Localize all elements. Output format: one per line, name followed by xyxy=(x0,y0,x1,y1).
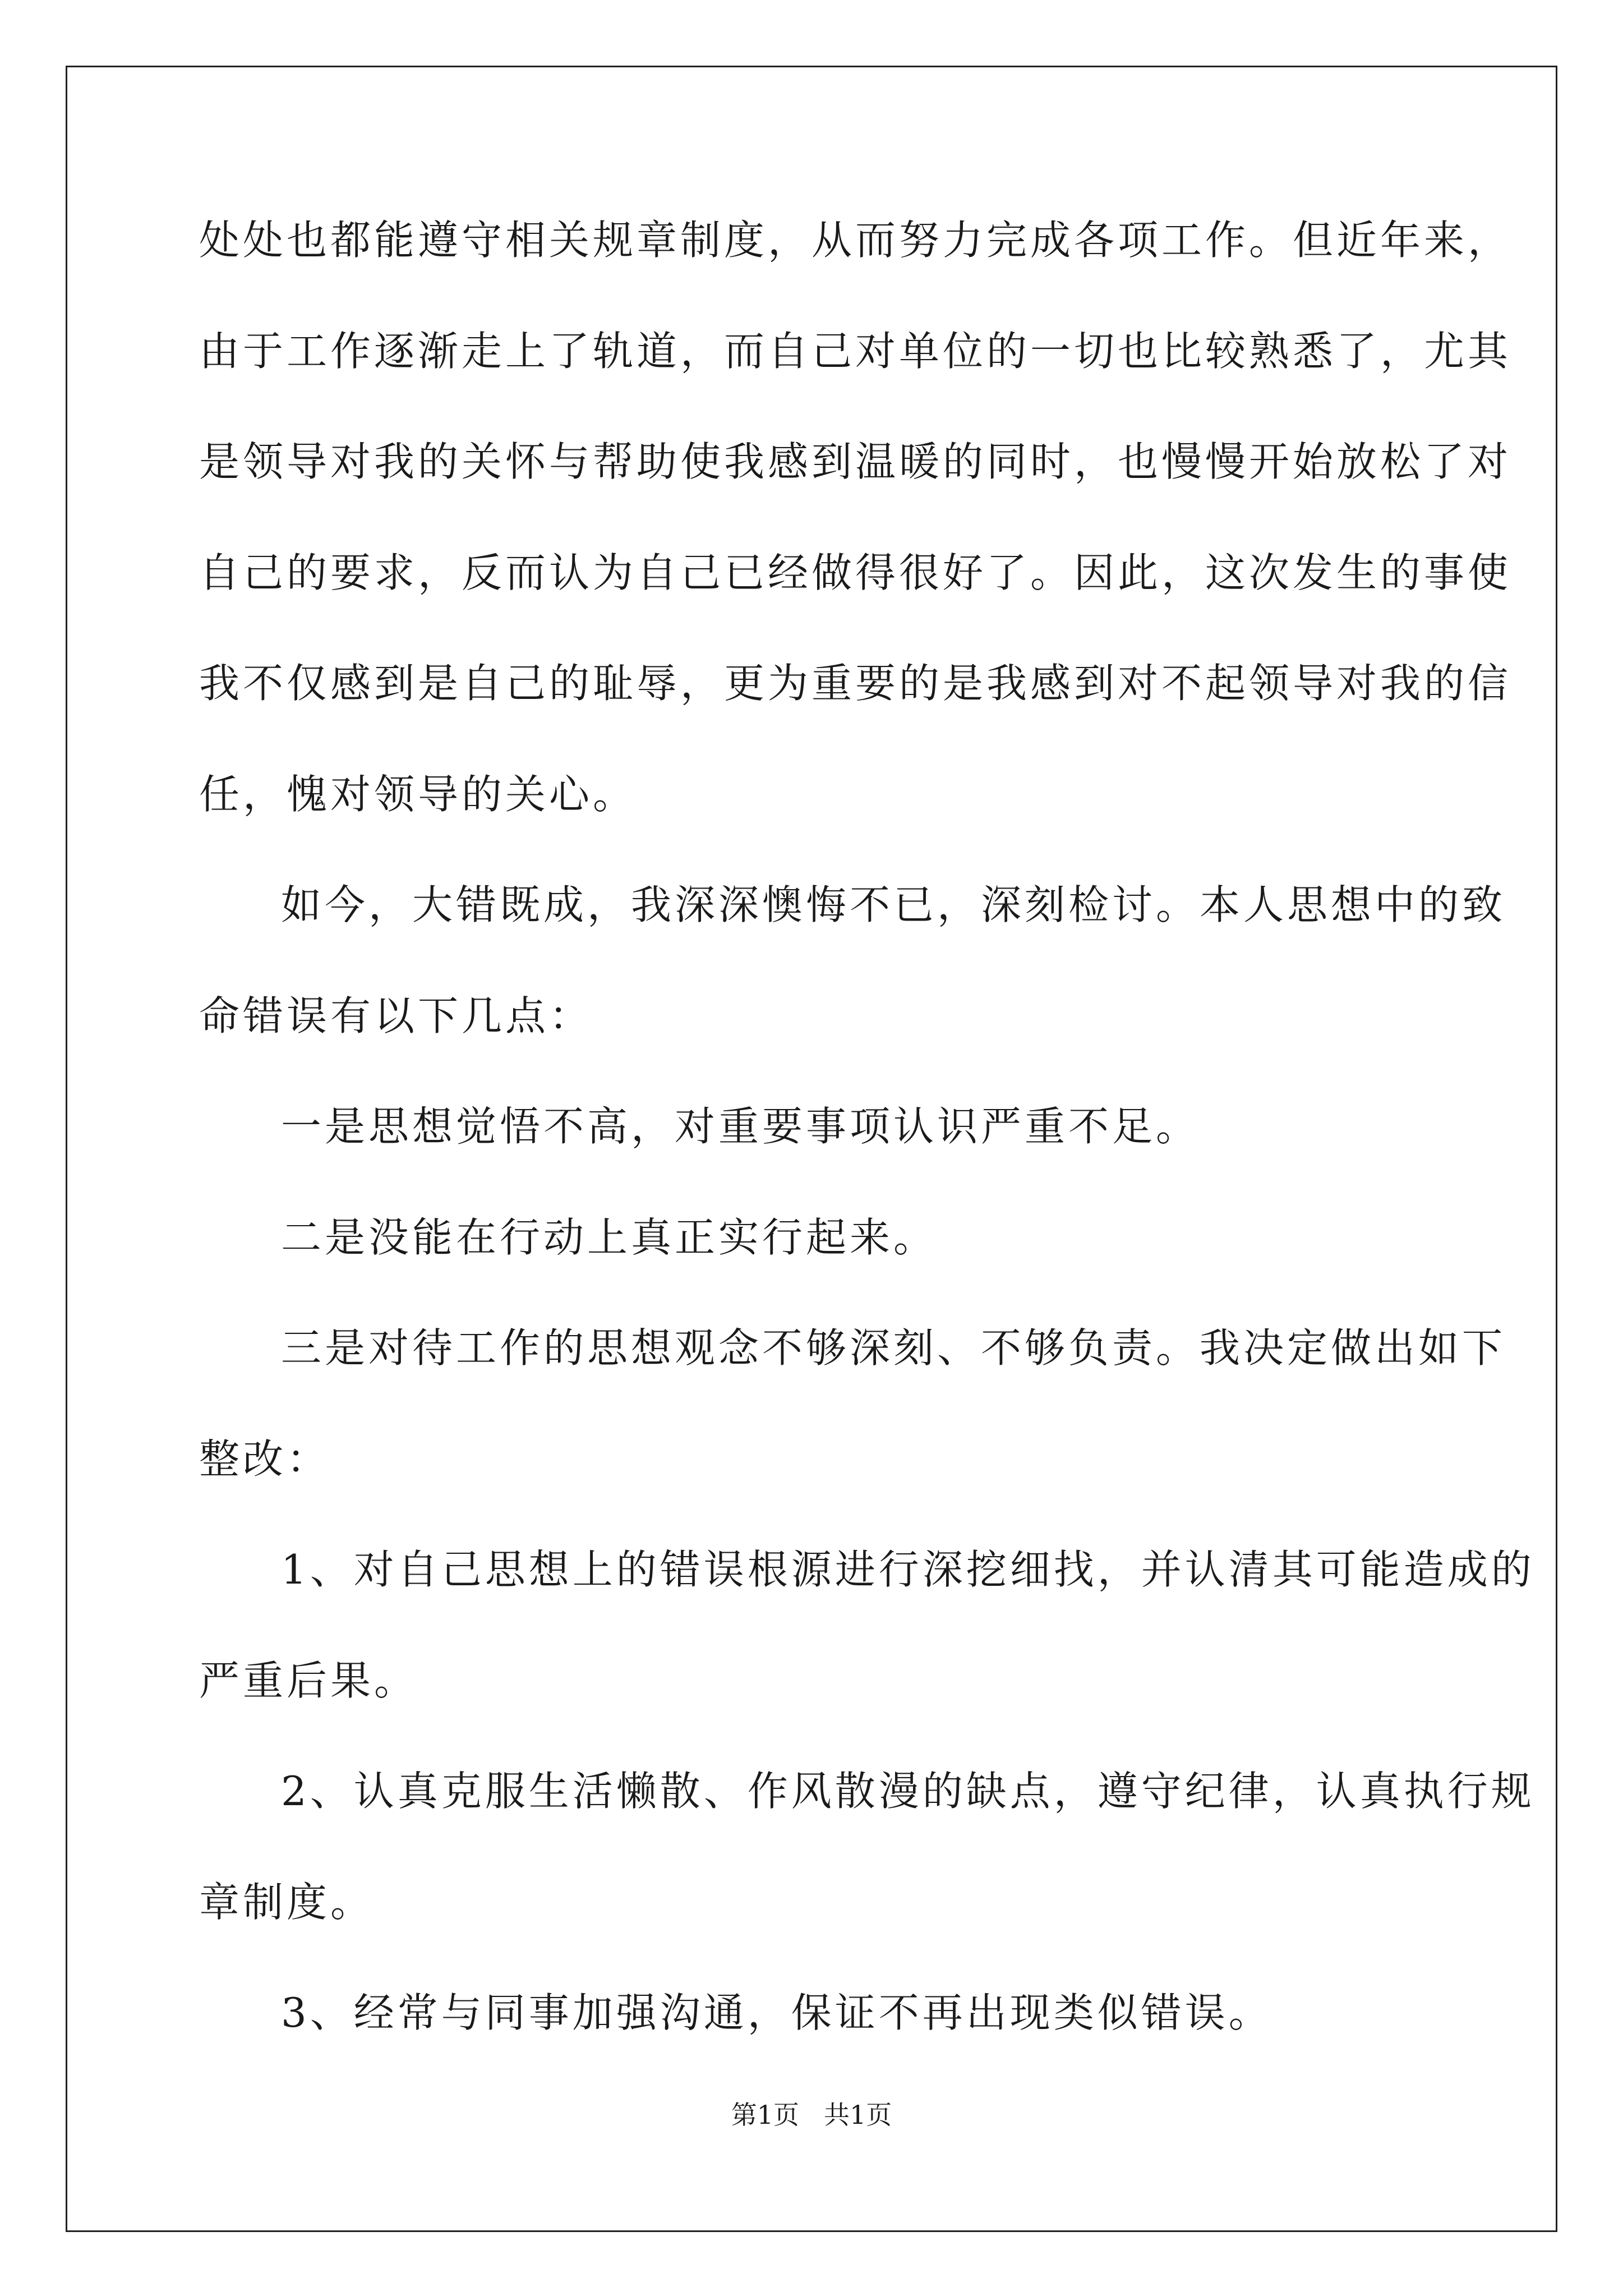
paragraph-line: 严重后果。 xyxy=(199,1657,418,1704)
list-item-rectification-2: 2、认真克服生活懒散、作风散漫的缺点，遵守纪律，认真执行规 xyxy=(281,1768,1535,1815)
paragraph-line: 命错误有以下几点： xyxy=(199,992,593,1039)
list-item-rectification-3: 3、经常与同事加强沟通，保证不再出现类似错误。 xyxy=(281,1989,1272,2036)
page-total: 共1页 xyxy=(823,2100,892,2130)
paragraph-line: 由于工作逐渐走上了轨道，而自己对单位的一切也比较熟悉了，尤其 xyxy=(199,327,1512,375)
paragraph-line: 我不仅感到是自己的耻辱，更为重要的是我感到对不起领导对我的信 xyxy=(199,660,1512,707)
page-number: 第1页 xyxy=(731,2100,800,2130)
list-item-point-3: 三是对待工作的思想观念不够深刻、不够负责。我决定做出如下 xyxy=(281,1324,1506,1372)
paragraph-line: 自己的要求，反而认为自己已经做得很好了。因此，这次发生的事使 xyxy=(199,549,1512,596)
document-body xyxy=(199,185,1535,2069)
list-item-point-1: 一是思想觉悟不高，对重要事项认识严重不足。 xyxy=(281,1103,1200,1150)
paragraph-line: 章制度。 xyxy=(199,1878,375,1926)
paragraph-line: 处处也都能遵守相关规章制度，从而努力完成各项工作。但近年来， xyxy=(199,217,1512,264)
paragraph-line: 是领导对我的关怀与帮助使我感到温暖的同时，也慢慢开始放松了对 xyxy=(199,438,1512,485)
paragraph-line: 任，愧对领导的关心。 xyxy=(199,770,637,818)
paragraph-line: 整改： xyxy=(199,1435,331,1483)
paragraph-line: 如今，大错既成，我深深懊悔不已，深刻检讨。本人思想中的致 xyxy=(281,881,1506,928)
list-item-rectification-1: 1、对自己思想上的错误根源进行深挖细找，并认清其可能造成的 xyxy=(281,1546,1535,1593)
list-item-point-2: 二是没能在行动上真正实行起来。 xyxy=(281,1213,938,1261)
page-footer xyxy=(0,2098,1623,2132)
